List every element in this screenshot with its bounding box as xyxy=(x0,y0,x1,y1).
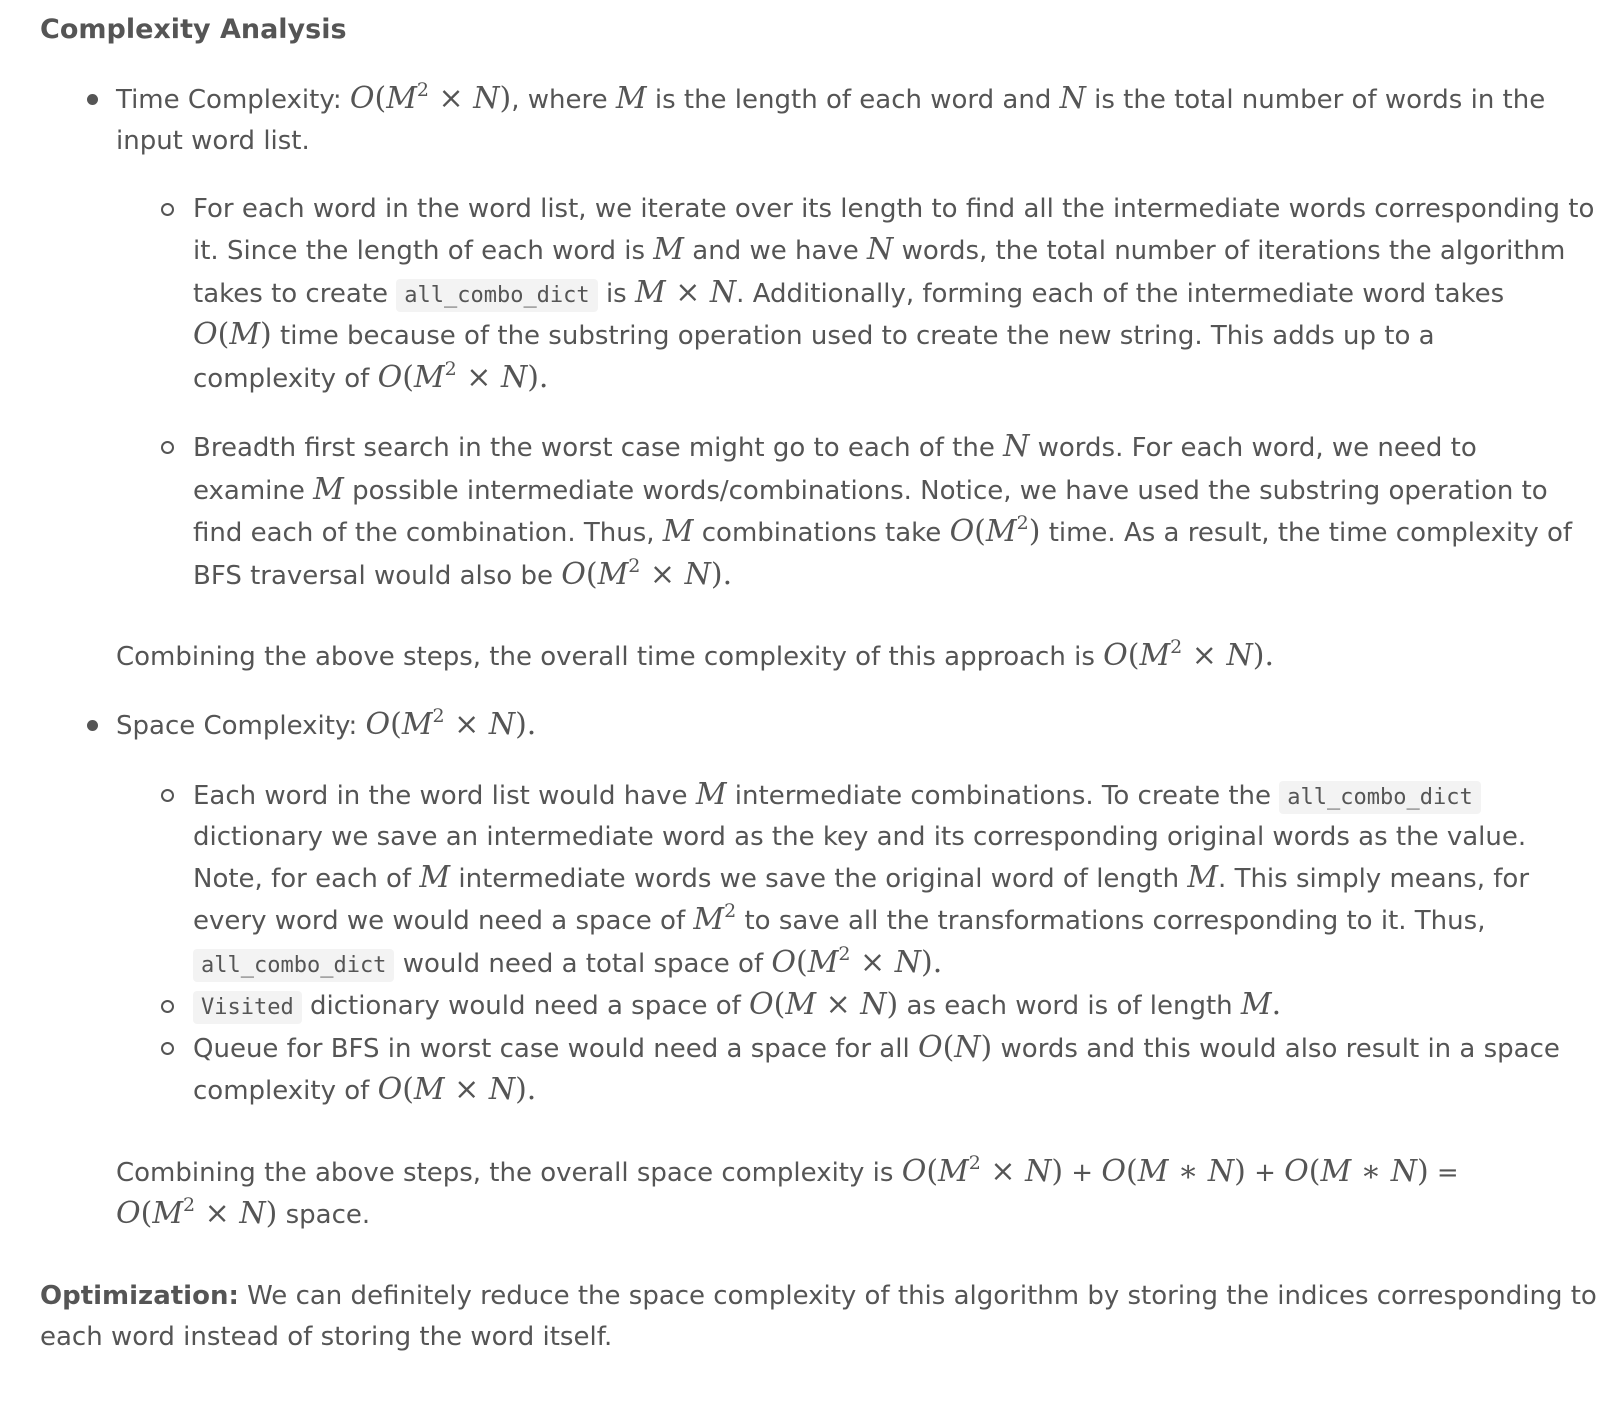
text: Combining the above steps, the overall time complexity of this approach is xyxy=(116,642,1095,672)
text: We can definitely reduce the space complexity of this algorithm by storing the indices corresponding to xyxy=(247,1281,1597,1311)
math-space: $O(M^2 \times N)$. xyxy=(365,705,537,742)
math-m: M. xyxy=(1240,987,1282,1022)
space-sub1-line-2: dictionary we save an intermediate word as the key and its corresponding original words as the value. xyxy=(193,822,1527,852)
space-label: Space Complexity: xyxy=(116,711,358,741)
math-n: N xyxy=(867,232,894,267)
math-m: M xyxy=(419,860,451,895)
optimization-line-1 xyxy=(40,1274,1597,1318)
math-om2: $O(M^2)$ xyxy=(949,512,1041,549)
time-m-desc: is the length of each word and xyxy=(654,85,1052,115)
math-omxn: O(M × N). xyxy=(377,1072,537,1107)
space-summary-line-1: Combining the above steps, the overall space complexity is $O(M^2 \times N) + O(M$ ∗ N) + O(M ∗ N) = xyxy=(116,1152,1459,1189)
space-sub1-line-1 xyxy=(193,773,1481,817)
code-all-combo-dict: all_combo_dict xyxy=(193,949,394,982)
text: examine xyxy=(193,476,305,506)
time-sub2-line-3 xyxy=(193,510,1572,554)
time-sub2-line-4 xyxy=(193,553,732,597)
math-time: $O(M^2 \times N)$ xyxy=(349,79,512,116)
code-visited: Visited xyxy=(193,991,302,1024)
space-sub3-line-2 xyxy=(193,1068,536,1112)
math-n: N xyxy=(1059,81,1086,116)
text: would need a total space of xyxy=(402,949,764,979)
sub-bullet-time-1 xyxy=(161,203,174,216)
math-space: $O(M^2 \times N)$. xyxy=(771,943,943,980)
math-m: M xyxy=(615,81,647,116)
text: to save all the transformations corresponding to it. Thus, xyxy=(744,906,1486,936)
math-om-n: O(M ∗ N) xyxy=(1284,1154,1429,1189)
space-summary-line-2 xyxy=(116,1192,370,1236)
text: time. As a result, the time complexity of xyxy=(1048,518,1573,548)
math-m2: $M^2$ xyxy=(693,900,737,937)
time-label: Time Complexity: xyxy=(116,85,342,115)
text: possible intermediate words/combinations. Notice, we have used the substring operation to xyxy=(352,476,1548,506)
text: time because of the substring operation used to create the new string. This adds up to a xyxy=(280,321,1435,351)
bullet-space xyxy=(87,720,98,731)
math-space: $O(M^2 \times N)$ xyxy=(116,1194,278,1231)
section-heading: Complexity Analysis xyxy=(40,14,347,45)
time-sub2-line-2 xyxy=(193,468,1548,512)
bullet-time xyxy=(87,94,98,105)
math-omxn: O(M × N) xyxy=(749,987,899,1022)
text: complexity of xyxy=(193,1076,370,1106)
time-sub1-line-5 xyxy=(193,356,548,400)
text: is xyxy=(605,279,627,309)
space-line-1 xyxy=(116,703,536,747)
time-n-desc: is the total number of words in the xyxy=(1094,85,1546,115)
space-sub1-line-5 xyxy=(193,941,942,985)
space-sub1-line-3 xyxy=(193,856,1529,900)
math-on: O(N) xyxy=(917,1030,993,1065)
text: every word we would need a space of xyxy=(193,906,686,936)
time-sub1-line-2 xyxy=(193,228,1565,272)
text: it. Since the length of each word is xyxy=(193,236,646,266)
text: as each word is of length xyxy=(906,991,1233,1021)
text: Each word in the word list would have xyxy=(193,781,688,811)
time-line-2: input word list. xyxy=(116,126,310,156)
math-om-n: O(M ∗ N) xyxy=(1101,1154,1246,1189)
time-line-1 xyxy=(116,77,1545,121)
math-m: M xyxy=(653,232,685,267)
math-m: M xyxy=(1187,860,1219,895)
code-all-combo-dict: all_combo_dict xyxy=(1279,781,1480,814)
math-m: M xyxy=(313,472,344,507)
text: complexity of xyxy=(193,364,370,394)
text: Breadth first search in the worst case might go to each of the xyxy=(193,433,995,463)
text: intermediate words we save the original word of length xyxy=(458,864,1180,894)
text: BFS traversal would also be xyxy=(193,561,553,591)
math-om: O(M) xyxy=(193,317,272,352)
text: combinations take xyxy=(701,518,942,548)
space-sub2-line-1 xyxy=(193,983,1281,1027)
text: . Additionally, forming each of the intermediate word takes xyxy=(736,279,1505,309)
math-time: $O(M^2 \times N)$. xyxy=(1103,636,1274,673)
text: . This simply means, for xyxy=(1218,864,1530,894)
text: and we have xyxy=(692,236,859,266)
text: dictionary would need a space of xyxy=(309,991,741,1021)
time-summary xyxy=(116,634,1274,678)
time-sub1-line-4 xyxy=(193,313,1435,357)
time-sub1-line-3 xyxy=(193,271,1504,315)
sub-bullet-space-1 xyxy=(161,789,174,802)
text: Queue for BFS in worst case would need a space for all xyxy=(193,1034,910,1064)
text: takes to create xyxy=(193,279,388,309)
time-sub2-line-1 xyxy=(193,425,1477,469)
math-m: M xyxy=(662,514,694,549)
math-n: N xyxy=(1003,429,1030,464)
math-m: M xyxy=(695,777,727,812)
text: words and this would also result in a space xyxy=(1000,1034,1560,1064)
time-where: , where xyxy=(511,85,608,115)
space-sub3-line-1 xyxy=(193,1026,1560,1070)
sub-bullet-space-2 xyxy=(161,1000,174,1013)
math-time: $O(M^2 \times N)$. xyxy=(561,555,733,592)
time-sub1-line-1: For each word in the word list, we iterate over its length to find all the intermediate words corresponding to xyxy=(193,194,1595,224)
sub-bullet-time-2 xyxy=(161,441,174,454)
text: space. xyxy=(285,1200,371,1230)
text: Combining the above steps, the overall space complexity is xyxy=(116,1158,894,1188)
code-all-combo-dict: all_combo_dict xyxy=(396,279,597,312)
text: find each of the combination. Thus, xyxy=(193,518,655,548)
text: intermediate combinations. To create the xyxy=(734,781,1272,811)
text: words. For each word, we need to xyxy=(1037,433,1477,463)
math-mxn: M × N xyxy=(634,275,737,310)
optimization-label: Optimization: xyxy=(40,1281,239,1311)
optimization-line-2: each word instead of storing the word itself. xyxy=(40,1322,613,1352)
text: Note, for each of xyxy=(193,864,412,894)
sub-bullet-space-3 xyxy=(161,1042,174,1055)
text: words, the total number of iterations the algorithm xyxy=(901,236,1566,266)
math-space-sum: $O(M^2 \times N)$ xyxy=(901,1152,1064,1189)
space-sub1-line-4 xyxy=(193,898,1485,942)
math-time: $O(M^2 \times N)$. xyxy=(377,358,549,395)
